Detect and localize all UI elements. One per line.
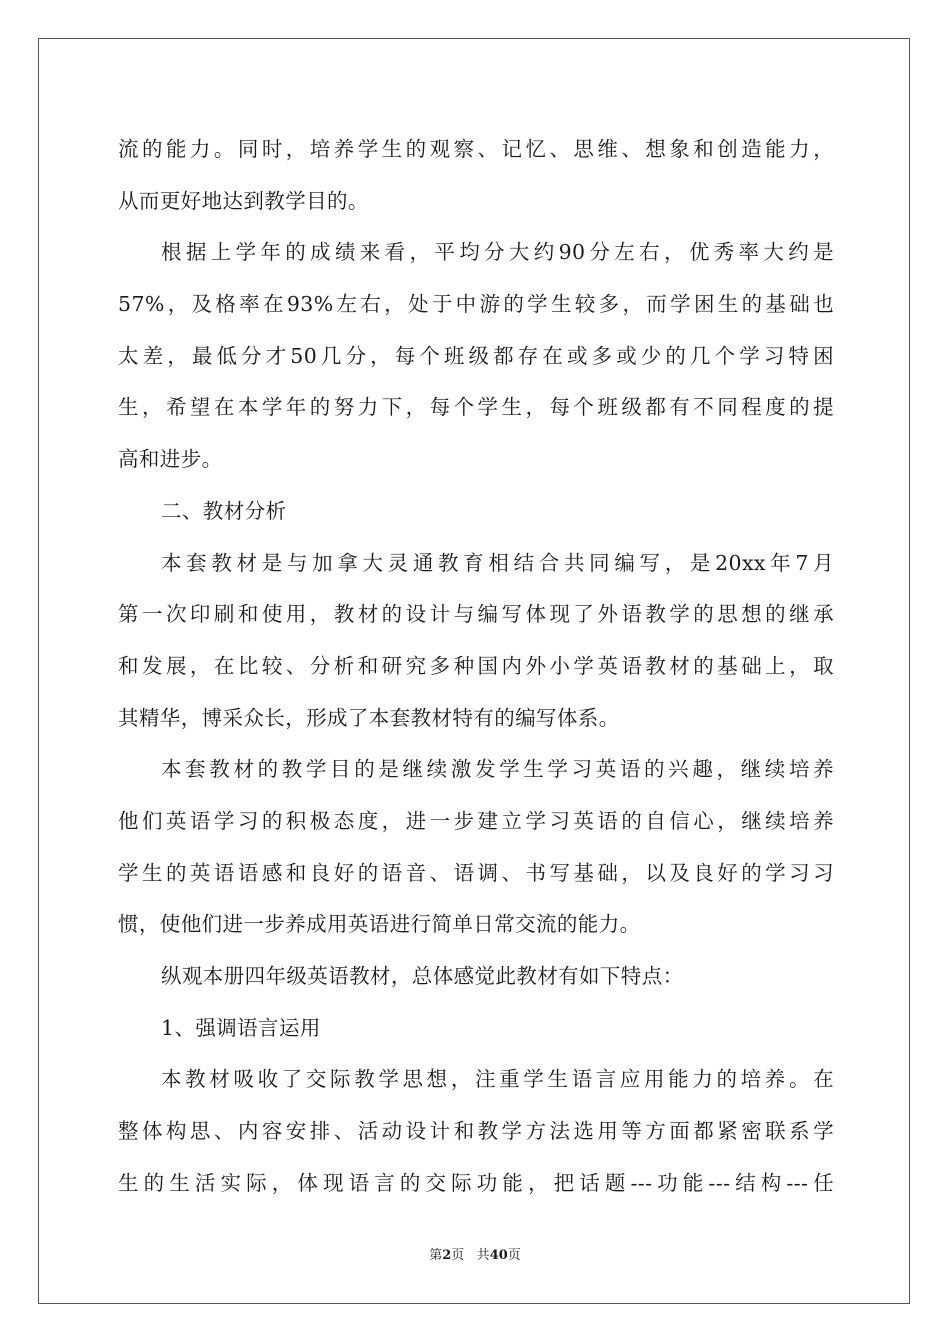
document-body <box>118 124 834 1209</box>
text-line: 纵观本册四年级英语教材，总体感觉此教材有如下特点： <box>161 964 684 988</box>
text-line: 和发展，在比较、分析和研究多种国内外小学英语教材的基础上，取 <box>118 653 834 678</box>
text-line: 惯，使他们进一步养成用英语进行简单日常交流的能力。 <box>118 912 641 937</box>
text-line: 第一次印刷和使用，教材的设计与编写体现了外语教学的思想的继承 <box>118 602 834 627</box>
total-prefix: 共 <box>476 1248 490 1263</box>
text-line: 本教材吸收了交际教学思想，注重学生语言应用能力的培养。在 <box>161 1067 834 1092</box>
text-line: 高和进步。 <box>118 447 223 472</box>
text-line: 生的生活实际，体现语言的交际功能，把话题---功能---结构---任 <box>118 1170 834 1195</box>
text-line: 其精华，博采众长，形成了本套教材特有的编写体系。 <box>118 705 620 730</box>
text-line: 从而更好地达到教学目的。 <box>118 188 369 213</box>
text-line: 他们英语学习的积极态度，进一步建立学习英语的自信心，继续培养 <box>118 808 834 833</box>
page-footer <box>0 1244 950 1263</box>
text-line: 根据上学年的成绩来看，平均分大约90分左右，优秀率大约是 <box>161 240 834 265</box>
total-page-count: 40 <box>489 1248 508 1263</box>
current-page-number: 2 <box>442 1248 452 1263</box>
text-line: 1、强调语言运用 <box>161 1015 321 1040</box>
total-suffix: 页 <box>507 1248 521 1263</box>
text-line: 本套教材的教学目的是继续激发学生学习英语的兴趣，继续培养 <box>161 757 834 782</box>
text-line: 本套教材是与加拿大灵通教育相结合共同编写，是20xx年7月 <box>161 550 834 575</box>
page-suffix: 页 <box>451 1248 465 1263</box>
page-prefix: 第 <box>429 1248 443 1263</box>
text-line: 57%，及格率在93%左右，处于中游的学生较多，而学困生的基础也 <box>118 292 834 317</box>
text-line: 学生的英语语感和良好的语音、语调、书写基础，以及良好的学习习 <box>118 860 834 885</box>
text-line: 太差，最低分才50几分，每个班级都存在或多或少的几个学习特困 <box>118 343 834 368</box>
text-line: 流的能力。同时，培养学生的观察、记忆、思维、想象和创造能力， <box>118 137 834 161</box>
text-line: 整体构思、内容安排、活动设计和教学方法选用等方面都紧密联系学 <box>118 1119 834 1144</box>
text-line: 生，希望在本学年的努力下，每个学生，每个班级都有不同程度的提 <box>118 395 834 420</box>
text-line: 二、教材分析 <box>161 498 287 523</box>
